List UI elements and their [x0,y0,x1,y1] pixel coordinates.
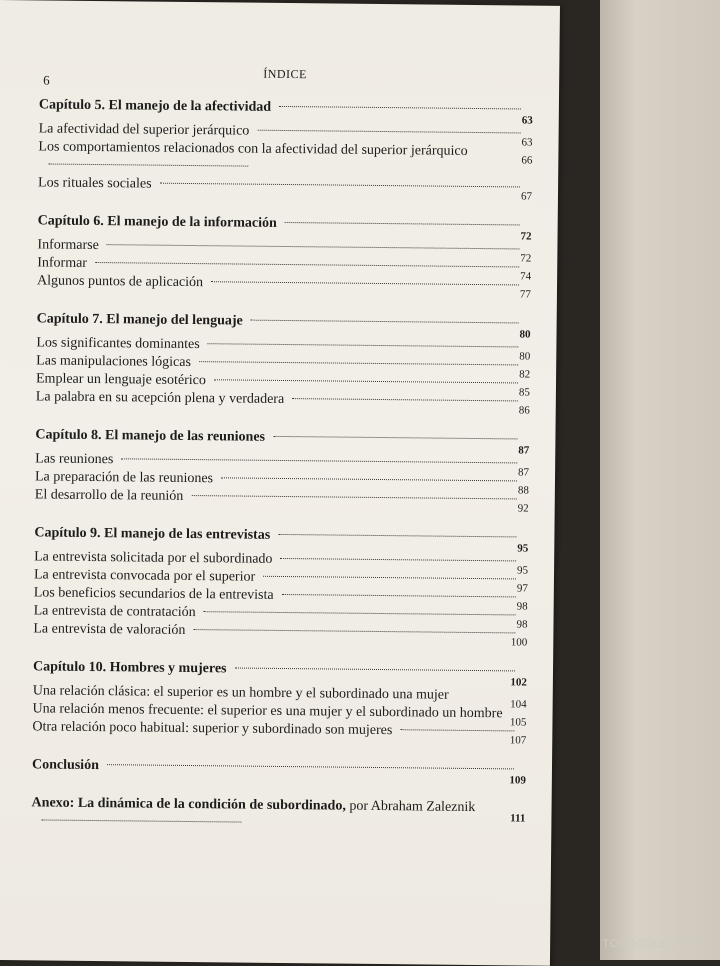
toc-item [32,718,527,747]
leader-dots [257,130,520,134]
page-ref: 85 [518,386,530,399]
chapter-title: Capítulo 5. El manejo de la afectividad [38,97,272,115]
leader-dots [251,320,519,324]
leader-dots [208,343,519,347]
item-title: La entrevista de valoración [33,621,186,638]
item-title: Los comportamientos relacionados con la afectividad del superior jerárquico [38,139,468,159]
page-ref: 63 [521,114,533,127]
item-title: Las manipulaciones lógicas [36,353,192,371]
item-title: Algunos puntos de aplicación [36,273,204,291]
table-of-contents [31,96,533,855]
item-title: Otra relación poco habitual: superior y subordinado son mujeres [32,719,393,739]
toc-chapter-entry [31,794,526,835]
leader-dots [282,594,516,597]
toc-chapter-entry [36,310,531,341]
toc-chapter-entry [32,658,527,689]
page-ref: 82 [519,368,531,381]
item-title: La entrevista solicitada por el subordinado [34,549,273,567]
leader-dots [199,361,518,365]
page-ref: 88 [517,484,529,497]
chapter-title: Conclusión [31,757,99,774]
chapter-title [32,795,476,815]
leader-dots [263,576,516,580]
toc-section-chapter-7 [35,310,531,417]
page-ref: 104 [510,698,527,711]
leader-dots [400,729,514,731]
leader-dots [160,183,520,188]
toc-chapter-entry [35,426,530,457]
item-title: Los significantes dominantes [36,335,200,353]
item-title: Informar [37,255,88,271]
leader-dots [121,458,517,463]
page-ref: 92 [517,502,529,515]
toc-chapter-entry [37,212,532,243]
page-ref: 98 [516,618,528,631]
item-title: La entrevista de contratación [33,603,196,621]
leader-dots [285,222,520,225]
chapter-title: Capítulo 8. El manejo de las reuniones [35,427,266,445]
page-ref: 77 [519,288,532,301]
item-title: Las reuniones [35,451,114,468]
leader-dots [221,477,517,481]
annex-title: Anexo: La dinámica de la condición de subordinado, [31,795,346,814]
item-title: Emplear un lenguaje esotérico [35,371,206,389]
leader-dots [41,819,241,822]
page-ref: 105 [509,716,527,729]
page-number: 6 [43,72,50,88]
leader-dots [273,436,517,440]
page-ref: 109 [509,774,526,787]
toc-item [35,388,530,417]
watermark: TODOCOLECCION [602,938,706,950]
background-next-page [600,0,720,960]
page-ref: 72 [520,252,532,265]
page-ref: 95 [517,542,529,555]
leader-dots [193,629,515,633]
leader-dots [278,534,516,537]
page-ref: 107 [509,734,527,747]
chapter-title: Capítulo 10. Hombres y mujeres [32,659,227,677]
leader-dots [214,379,518,383]
page-ref: 72 [520,230,532,243]
page-ref: 111 [510,812,526,825]
item-title: La preparación de las reuniones [34,469,214,487]
page-ref: 100 [510,636,528,649]
toc-chapter-entry [34,524,529,555]
toc-section-chapter-8 [34,426,530,515]
item-title: Una relación clásica: el superior es un hombre y el subordinado una mujer [32,683,449,703]
leader-dots [107,244,520,249]
toc-item [34,486,529,515]
toc-section-conclusion [31,756,526,787]
page-ref: 97 [516,582,528,595]
page-ref: 98 [516,600,528,613]
page-ref: 80 [519,350,531,363]
leader-dots [204,611,516,615]
leader-dots [279,106,521,110]
page-ref: 66 [521,154,533,167]
toc-section-chapter-6 [36,212,532,301]
annex-author: por Abraham Zaleznik [349,798,476,816]
toc-item [38,174,533,203]
item-title: Los rituales sociales [38,175,152,192]
leader-dots [211,281,519,285]
item-title: Los beneficios secundarios de la entrevista [33,585,274,603]
leader-dots [280,558,516,561]
leader-dots [95,262,519,267]
page-ref: 102 [510,676,527,689]
page-ref: 80 [519,328,531,341]
page-ref: 95 [516,564,529,577]
page-ref: 86 [518,404,530,417]
page-ref: 87 [518,466,530,479]
toc-section-chapter-9 [33,524,529,649]
item-title: La palabra en su acepción plena y verdadera [35,389,285,407]
page-ref: 87 [518,444,530,457]
chapter-title: Capítulo 6. El manejo de la información [37,213,277,231]
leader-dots [235,667,515,671]
item-title: Informarse [37,237,99,254]
toc-chapter-entry [31,756,526,787]
item-title: La entrevista convocada por el superior [33,567,256,585]
chapter-title: Capítulo 9. El manejo de las entrevistas [34,525,271,543]
toc-section-chapter-10 [32,658,527,747]
chapter-title: Capítulo 7. El manejo del lenguaje [36,311,243,329]
item-title: Una relación menos frecuente: el superior es una mujer y el subordinado un hombre [32,701,503,722]
toc-section-chapter-5 [38,96,533,203]
page-ref: 63 [521,136,533,149]
toc-section-annex [31,794,526,835]
leader-dots [107,764,514,769]
page-ref: 74 [520,270,532,283]
leader-dots [191,495,516,499]
page-header: ÍNDICE [263,66,307,82]
toc-chapter-entry [38,96,533,127]
item-title: La afectividad del superior jerárquico [38,121,250,139]
leader-dots [292,398,518,401]
item-title: El desarrollo de la reunión [34,487,184,504]
leader-dots [48,164,248,167]
page-ref: 67 [520,190,533,203]
